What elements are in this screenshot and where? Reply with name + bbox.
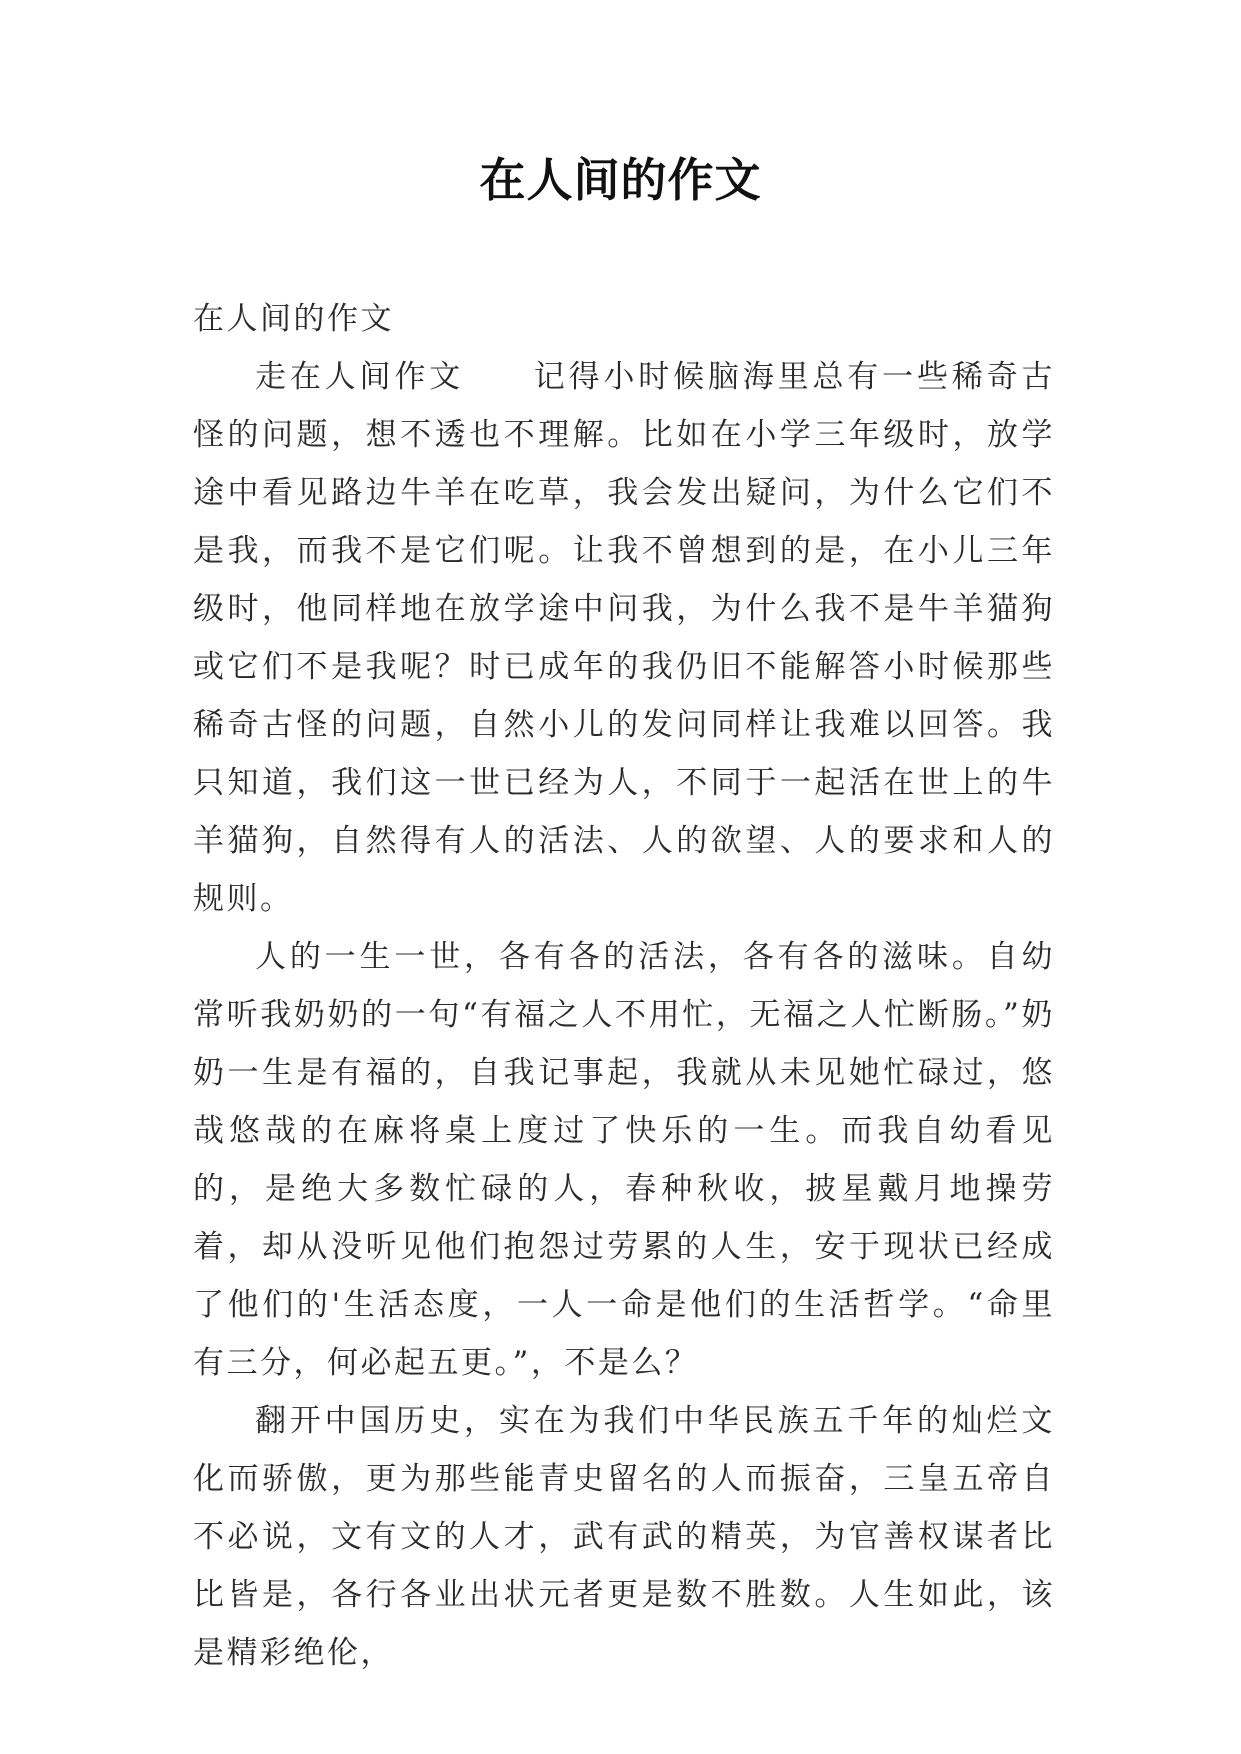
- document-body: [193, 290, 1055, 1682]
- paragraph: 走在人间作文 记得小时候脑海里总有一些稀奇古怪的问题，想不透也不理解。比如在小学三年级时，放学途中看见路边牛羊在吃草，我会发出疑问，为什么它们不是我，而我不是它们呢。让我不曾想到的是，在小儿三年级时，他同样地在放学途中问我，为什么我不是牛羊猫狗或它们不是我呢？时已成年的我仍旧不能解答小时候那些稀奇古怪的问题，自然小儿的发问同样让我难以回答。我只知道，我们这一世已经为人，不同于一起活在世上的牛羊猫狗，自然得有人的活法、人的欲望、人的要求和人的规则。: [193, 359, 1055, 917]
- body-heading: 在人间的作文: [193, 301, 394, 337]
- paragraph: 人的一生一世，各有各的活法，各有各的滋味。自幼常听我奶奶的一句“有福之人不用忙，无福之人忙断肠。”奶奶一生是有福的，自我记事起，我就从未见她忙碌过，悠哉悠哉的在麻将桌上度过了快乐的一生。而我自幼看见的，是绝大多数忙碌的人，春种秋收，披星戴月地操劳着，却从没听见他们抱怨过劳累的人生，安于现状已经成了他们的'生活态度，一人一命是他们的生活哲学。“命里有三分，何必起五更。”，不是么？: [193, 939, 1055, 1381]
- page-title: 在人间的作文: [479, 153, 762, 207]
- paragraph: 翻开中国历史，实在为我们中华民族五千年的灿烂文化而骄傲，更为那些能青史留名的人而振奋，三皇五帝自不必说，文有文的人才，武有武的精英，为官善权谋者比比皆是，各行各业出状元者更是数不胜数。人生如此，该是精彩绝伦，: [193, 1403, 1055, 1671]
